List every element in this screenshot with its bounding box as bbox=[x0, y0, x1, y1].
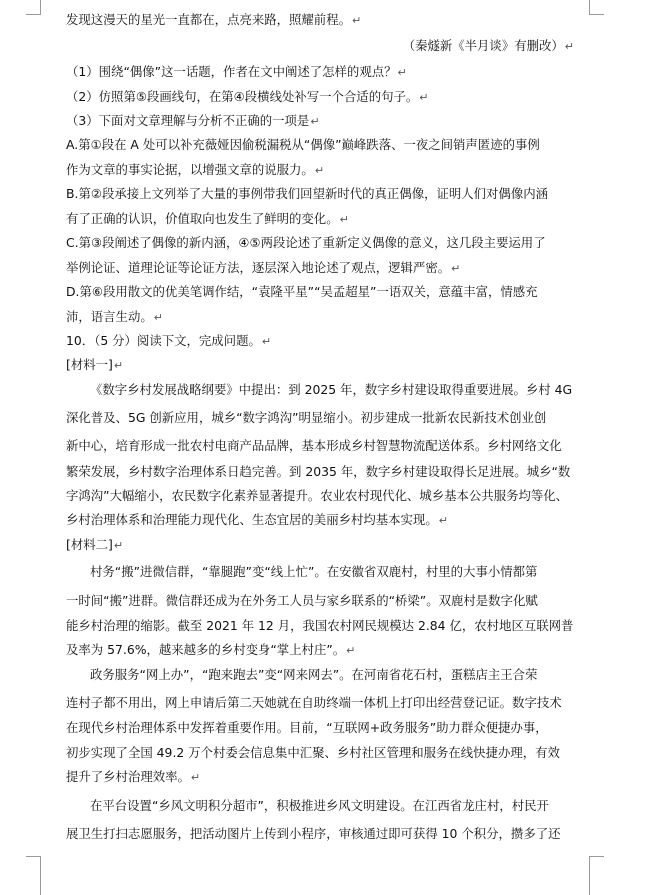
material-1-text: 《数字乡村发展战略纲要》中提出：到 2025 年，数字乡村建设取得重要进展。乡村 4G bbox=[90, 382, 573, 397]
material-1-text: 繁荣发展，乡村数字治理体系日趋完善。到 2035 年，数字乡村建设取得长足进展。城乡“数 bbox=[66, 464, 571, 479]
material-2-text: 政务服务“网上办”，“跑来跑去”变“网来网去”。在河南省花石村，蛋糕店主王合荣 bbox=[90, 667, 538, 682]
crop-mark-bottom-left bbox=[40, 856, 41, 895]
source-attribution: （秦燧新《半月谈》有删改）↵ bbox=[402, 38, 574, 53]
crop-mark-bottom-right bbox=[589, 856, 590, 895]
text-line: 发现这漫天的星光一直都在，点亮来路，照耀前程。↵ bbox=[66, 12, 362, 27]
option-b-cont: 有了正确的认识，价值取向也发生了鲜明的变化。↵ bbox=[66, 211, 349, 226]
material-2-text: 初步实现了全国 49.2 万个村委会信息集中汇聚、乡村社区管理和服务在线快捷办理，有效 bbox=[66, 745, 560, 760]
material-2-text: 能乡村治理的缩影。截至 2021 年 12 月，我国农村网民规模达 2.84 亿，农村地区互联网普 bbox=[66, 618, 574, 633]
question-10: 10．（5 分）阅读下文，完成问题。↵ bbox=[66, 333, 272, 348]
option-a-cont: 作为文章的事实论据，以增强文章的说服力。↵ bbox=[66, 162, 325, 177]
material-2-text: 展卫生打扫志愿服务，把活动图片上传到小程序，审核通过即可获得 10 个积分，攒多了还 bbox=[66, 826, 561, 841]
option-a: A.第①段在 A 处可以补充薇娅因偷税漏税从“偶像”巅峰跌落、一夜之间销声匿迹的事例 bbox=[66, 137, 540, 152]
question-1: （1）围绕“偶像”这一话题，作者在文中阐述了怎样的观点？↵ bbox=[66, 64, 407, 79]
option-d-cont: 沛，语言生动。↵ bbox=[66, 309, 163, 324]
material-2-text: 提升了乡村治理效率。↵ bbox=[66, 769, 201, 784]
option-c-cont: 举例论证、道理论证等论证方法，逐层深入地论述了观点，逻辑严密。↵ bbox=[66, 260, 461, 275]
material-2-text: 村务“搬”进微信群，“靠腿跑”变“线上忙”。在安徽省双鹿村，村里的大事小情都第 bbox=[90, 564, 538, 579]
crop-mark-top-left-h bbox=[26, 14, 41, 15]
question-2: （2）仿照第⑤段画线句，在第④段横线处补写一个合适的句子。↵ bbox=[66, 89, 429, 104]
crop-mark-top-left bbox=[40, 0, 41, 14]
question-3: （3）下面对文章理解与分析不正确的一项是↵ bbox=[66, 113, 320, 128]
crop-mark-bottom-right-h bbox=[589, 856, 604, 857]
material-2-text: 一时间“搬”进群。微信群还成为在外务工人员与家乡联系的“桥梁”。双鹿村是数字化赋 bbox=[66, 593, 538, 608]
option-c: C.第③段阐述了偶像的新内涵，④⑤两段论述了重新定义偶像的意义，这几段主要运用了 bbox=[66, 235, 546, 250]
material-2-text: 及率为 57.6%，越来越多的乡村变身“掌上村庄”。↵ bbox=[66, 642, 356, 657]
option-b: B.第②段承接上文列举了大量的事例带我们回望新时代的真正偶像，证明人们对偶像内涵 bbox=[66, 186, 548, 201]
crop-mark-bottom-left-h bbox=[26, 856, 41, 857]
material-1-text: 字鸿沟”大幅缩小，农民数字化素养显著提升。农业农村现代化、城乡基本公共服务均等化、 bbox=[66, 488, 569, 503]
material-2-heading: [材料二]↵ bbox=[66, 537, 124, 552]
option-d: D.第⑥段用散文的优美笔调作结，“袁隆平星”“吴孟超星”一语双关，意蕴丰富，情感充 bbox=[66, 284, 538, 299]
material-2-text: 在平台设置“乡风文明积分超市”，积极推进乡风文明建设。在江西省龙庄村，村民开 bbox=[90, 798, 549, 813]
material-1-heading: [材料一]↵ bbox=[66, 357, 124, 372]
material-2-text: 连村子都不用出，网上申请后第二天她就在自助终端一体机上打印出经营登记证。数字技术 bbox=[66, 695, 562, 710]
material-2-text: 在现代乡村治理体系中发挥着重要作用。目前，“互联网+政务服务”助力群众便捷办事， bbox=[66, 720, 548, 735]
material-1-text: 深化普及、5G 创新应用，城乡“数字鸿沟”明显缩小。初步建成一批新农民新技术创业创 bbox=[66, 410, 547, 425]
material-1-text: 新中心，培育形成一批农村电商产品品牌，基本形成乡村智慧物流配送体系。乡村网络文化 bbox=[66, 438, 562, 453]
material-1-text: 乡村治理体系和治理能力现代化、生态宜居的美丽乡村均基本实现。↵ bbox=[66, 512, 448, 527]
